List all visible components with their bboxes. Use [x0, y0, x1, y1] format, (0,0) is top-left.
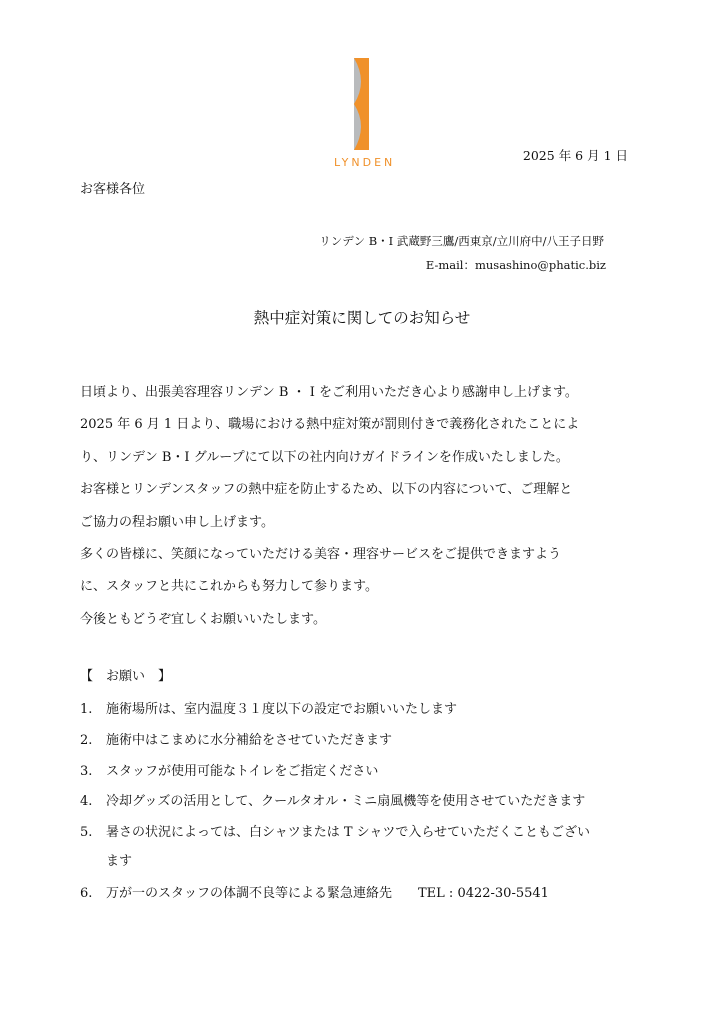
request-number: 2. — [80, 733, 93, 748]
request-heading: 【 お願い 】 — [80, 669, 172, 684]
body-paragraph — [80, 383, 660, 642]
request-number: 1. — [80, 702, 93, 717]
body-line: 多くの皆様に、笑顔になっていただける美容・理容サービスをご提供できますよう — [80, 546, 562, 562]
body-line: ご協力の程お願い申し上げます。 — [80, 514, 274, 530]
body-line: 2025 年 6 月 1 日より、職場における熱中症対策が罰則付きで義務化されたことによ — [80, 417, 580, 433]
request-number: 3. — [80, 764, 93, 779]
sender-name: リンデン B・I 武蔵野三鷹/西東京/立川府中/八王子日野 — [319, 234, 604, 248]
lynden-logo-mark — [334, 56, 390, 152]
addressee: お客様各位 — [80, 182, 146, 197]
body-line: に、スタッフと共にこれからも努力して参ります。 — [80, 579, 378, 595]
body-line: 日頃より、出張美容理容リンデン B ・ I をご利用いただき心より感謝申し上げます。 — [80, 385, 578, 400]
body-line: り、リンデン B・I グループにて以下の社内向けガイドラインを作成いたしました。 — [80, 449, 569, 465]
document-title: 熱中症対策に関してのお知らせ — [253, 309, 471, 327]
request-text: 暑さの状況によっては、白シャツまたは T シャツで入らせていただくこともござい — [106, 825, 591, 840]
request-number: 4. — [80, 794, 93, 809]
request-number: 6. — [80, 886, 93, 901]
request-item — [80, 762, 378, 782]
request-text: 施術中はこまめに水分補給をさせていただきます — [106, 733, 393, 748]
request-item — [80, 792, 585, 812]
request-number: 5. — [80, 825, 93, 840]
request-text: 冷却グッズの活用として、クールタオル・ミニ扇風機等を使用させていただきます — [106, 794, 586, 809]
body-line: 今後ともどうぞ宜しくお願いいたします。 — [80, 611, 326, 627]
request-text: スタッフが使用可能なトイレをご指定ください — [106, 764, 379, 779]
request-text: 万が一のスタッフの体調不良等による緊急連絡先 TEL : 0422-30-5541 — [106, 886, 549, 901]
sender-email: E-mail：musashino@phatic.biz — [425, 258, 606, 272]
request-item — [80, 731, 392, 751]
body-line: お客様とリンデンスタッフの熱中症を防止するため、以下の内容について、ご理解と — [80, 482, 573, 498]
request-text-continuation: ます — [106, 854, 133, 869]
request-item — [80, 884, 549, 904]
document-date: 2025 年 6 月 1 日 — [522, 148, 628, 163]
request-item — [80, 700, 457, 720]
logo-wordmark: LYNDEN — [334, 156, 396, 169]
lynden-logo — [334, 56, 396, 174]
request-item — [80, 823, 590, 843]
request-text: 施術場所は、室内温度３１度以下の設定でお願いいたします — [106, 702, 458, 717]
